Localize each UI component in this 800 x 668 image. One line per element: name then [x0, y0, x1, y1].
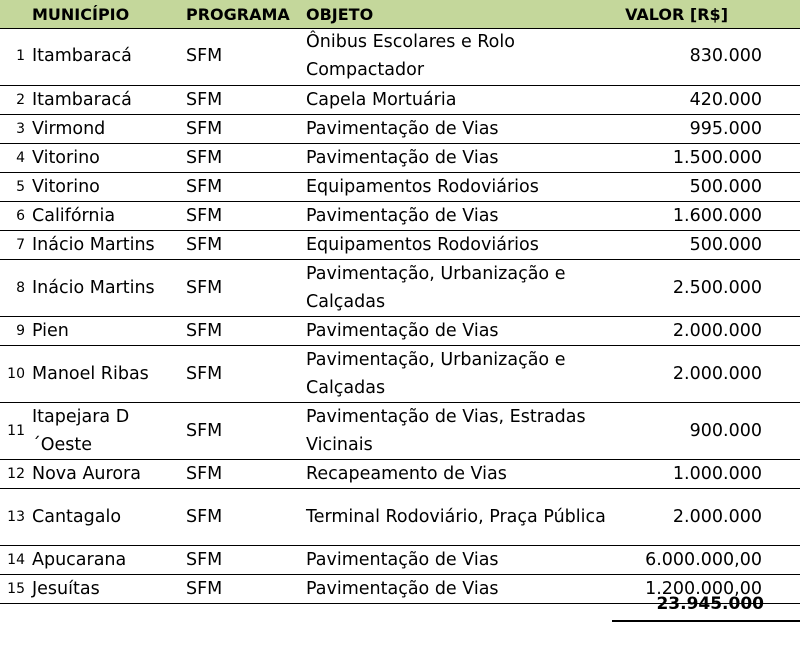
- table-row: [0, 172, 800, 201]
- header-municipio: MUNICÍPIO: [32, 4, 130, 24]
- table-row: [0, 402, 800, 459]
- municipio-cell: Nova Aurora: [28, 459, 182, 488]
- valor-cell: 1.600.000: [612, 201, 800, 230]
- table-row: [0, 230, 800, 259]
- municipio-cell: Inácio Martins: [28, 230, 182, 259]
- valor-cell: 1.500.000: [612, 143, 800, 172]
- objeto-cell: Recapeamento de Vias: [302, 459, 612, 488]
- valor-cell: 2.000.000: [612, 345, 800, 402]
- valor-cell: 1.200.000,00: [612, 574, 800, 603]
- table-row: [0, 488, 800, 545]
- row-number: 2: [0, 85, 28, 114]
- objeto-cell: Ônibus Escolares e Rolo Compactador: [302, 28, 612, 85]
- municipio-cell: Pien: [28, 316, 182, 345]
- header-objeto: OBJETO: [306, 4, 374, 24]
- total-underline: [612, 620, 800, 622]
- table-row: [0, 114, 800, 143]
- municipio-cell: Vitorino: [28, 172, 182, 201]
- valor-cell: 500.000: [612, 172, 800, 201]
- table-row: [0, 459, 800, 488]
- municipio-cell: Itambaracá: [28, 28, 182, 85]
- programa-cell: SFM: [182, 143, 302, 172]
- row-number: 7: [0, 230, 28, 259]
- municipio-cell: Cantagalo: [28, 488, 182, 545]
- valor-cell: 420.000: [612, 85, 800, 114]
- header-divider: [0, 28, 800, 29]
- municipio-cell: Itapejara D´Oeste: [28, 402, 182, 459]
- programa-cell: SFM: [182, 459, 302, 488]
- programa-cell: SFM: [182, 574, 302, 603]
- objeto-cell: Pavimentação de Vias: [302, 574, 612, 603]
- municipio-cell: Vitorino: [28, 143, 182, 172]
- municipio-cell: Apucarana: [28, 545, 182, 574]
- row-number: 8: [0, 259, 28, 316]
- header-row: [0, 0, 800, 28]
- row-number: 13: [0, 488, 28, 545]
- objeto-cell: Pavimentação de Vias: [302, 143, 612, 172]
- programa-cell: SFM: [182, 545, 302, 574]
- row-number: 9: [0, 316, 28, 345]
- objeto-cell: Terminal Rodoviário, Praça Pública: [302, 488, 612, 545]
- objeto-cell: Pavimentação de Vias, Estradas Vicinais: [302, 402, 612, 459]
- municipio-cell: Inácio Martins: [28, 259, 182, 316]
- row-number: 5: [0, 172, 28, 201]
- objeto-cell: Pavimentação de Vias: [302, 545, 612, 574]
- municipio-cell: Manoel Ribas: [28, 345, 182, 402]
- programa-cell: SFM: [182, 402, 302, 459]
- table-row: [0, 143, 800, 172]
- programa-cell: SFM: [182, 28, 302, 85]
- valor-cell: 1.000.000: [612, 459, 800, 488]
- table-row: [0, 316, 800, 345]
- table-row: [0, 345, 800, 402]
- valor-cell: 500.000: [612, 230, 800, 259]
- programa-cell: SFM: [182, 488, 302, 545]
- valor-cell: 2.000.000: [612, 488, 800, 545]
- programa-cell: SFM: [182, 172, 302, 201]
- row-number: 3: [0, 114, 28, 143]
- row-number: 12: [0, 459, 28, 488]
- objeto-cell: Pavimentação de Vias: [302, 114, 612, 143]
- objeto-cell: Pavimentação, Urbanização e Calçadas: [302, 345, 612, 402]
- header-num: [0, 0, 28, 28]
- municipio-cell: Califórnia: [28, 201, 182, 230]
- objeto-cell: Pavimentação de Vias: [302, 201, 612, 230]
- programa-cell: SFM: [182, 345, 302, 402]
- table-row: [0, 85, 800, 114]
- valor-cell: 995.000: [612, 114, 800, 143]
- table-row: [0, 545, 800, 574]
- row-number: 11: [0, 402, 28, 459]
- objeto-cell: Pavimentação, Urbanização e Calçadas: [302, 259, 612, 316]
- valor-cell: 2.500.000: [612, 259, 800, 316]
- valor-cell: 2.000.000: [612, 316, 800, 345]
- objeto-cell: Equipamentos Rodoviários: [302, 172, 612, 201]
- programa-cell: SFM: [182, 259, 302, 316]
- municipio-cell: Jesuítas: [28, 574, 182, 603]
- objeto-cell: Capela Mortuária: [302, 85, 612, 114]
- row-number: 4: [0, 143, 28, 172]
- municipio-cell: Itambaracá: [28, 85, 182, 114]
- row-number: 1: [0, 28, 28, 85]
- table-row: [0, 28, 800, 85]
- row-number: 15: [0, 574, 28, 603]
- header-valor: VALOR [R$]: [625, 4, 728, 24]
- table-row: [0, 259, 800, 316]
- valor-cell: 6.000.000,00: [612, 545, 800, 574]
- programa-cell: SFM: [182, 85, 302, 114]
- programa-cell: SFM: [182, 114, 302, 143]
- objeto-cell: Pavimentação de Vias: [302, 316, 612, 345]
- programa-cell: SFM: [182, 230, 302, 259]
- valor-cell: 830.000: [612, 28, 800, 85]
- programa-cell: SFM: [182, 316, 302, 345]
- municipio-cell: Virmond: [28, 114, 182, 143]
- header-programa: PROGRAMA: [186, 4, 290, 24]
- row-number: 10: [0, 345, 28, 402]
- table-row: [0, 201, 800, 230]
- valor-cell: 900.000: [612, 402, 800, 459]
- programa-cell: SFM: [182, 201, 302, 230]
- total-value: 23.945.000: [656, 594, 764, 614]
- objeto-cell: Equipamentos Rodoviários: [302, 230, 612, 259]
- row-number: 6: [0, 201, 28, 230]
- row-number: 14: [0, 545, 28, 574]
